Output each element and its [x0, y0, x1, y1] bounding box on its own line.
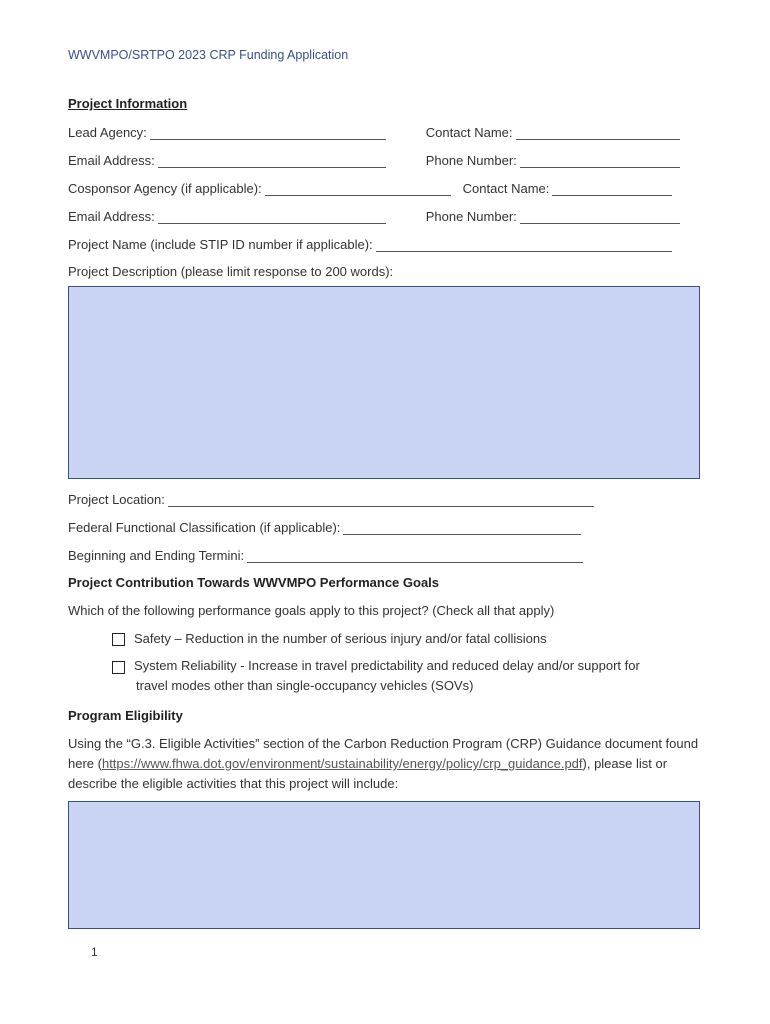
- email-label: Email Address:: [68, 153, 155, 168]
- project-description-textbox[interactable]: [68, 286, 700, 479]
- project-name-label: Project Name (include STIP ID number if applicable):: [68, 237, 373, 252]
- cosponsor-email-label: Email Address:: [68, 209, 155, 224]
- email-field[interactable]: [158, 155, 386, 168]
- cosponsor-contact-label: Contact Name:: [462, 181, 550, 196]
- project-information-heading: Project Information: [68, 96, 188, 111]
- safety-option: [112, 631, 547, 646]
- reliability-option-text: [134, 656, 640, 696]
- project-location-field[interactable]: [168, 494, 594, 507]
- project-name-row: [68, 234, 708, 252]
- phone-label: Phone Number:: [425, 153, 517, 168]
- termini-label: Beginning and Ending Termini:: [68, 548, 245, 563]
- eligibility-instructions: [68, 734, 708, 794]
- project-name-field[interactable]: [376, 239, 672, 252]
- cosponsor-field[interactable]: [265, 183, 451, 196]
- reliability-option-label-line2: travel modes other than single-occupancy vehicles (SOVs): [136, 678, 474, 693]
- termini-field[interactable]: [247, 550, 583, 563]
- reliability-checkbox[interactable]: [112, 661, 125, 674]
- document-header: WWVMPO/SRTPO 2023 CRP Funding Application: [68, 48, 349, 62]
- cosponsor-phone-field[interactable]: [520, 211, 680, 224]
- cosponsor-phone-label: Phone Number:: [425, 209, 517, 224]
- performance-goals-question: Which of the following performance goals apply to this project? (Check all that apply): [68, 603, 555, 618]
- program-eligibility-heading: Program Eligibility: [68, 708, 183, 723]
- eligible-activities-textbox[interactable]: [68, 801, 700, 929]
- eligibility-text-before: Using the “G.3. Eligible Activities” section of the Carbon Reduction Program (CRP) Guidance document found here (: [68, 736, 699, 771]
- lead-agency-label: Lead Agency:: [68, 125, 147, 140]
- cosponsor-row: [68, 178, 708, 196]
- eligibility-text-after: ), please list or describe the eligible activities that this project will include:: [68, 756, 668, 791]
- termini-row: [68, 545, 708, 563]
- lead-agency-row: [68, 122, 708, 140]
- reliability-option-label: System Reliability - Increase in travel predictability and reduced delay and/or support for: [134, 658, 640, 673]
- project-location-row: [68, 489, 708, 507]
- federal-classification-row: [68, 517, 708, 535]
- cosponsor-email-row: [68, 206, 708, 224]
- cosponsor-label: Cosponsor Agency (if applicable):: [68, 181, 262, 196]
- crp-guidance-link[interactable]: https://www.fhwa.dot.gov/environment/sustainability/energy/policy/crp_guidance.pdf: [101, 756, 583, 771]
- contact-name-label: Contact Name:: [425, 125, 513, 140]
- cosponsor-email-field[interactable]: [158, 211, 386, 224]
- federal-classification-label: Federal Functional Classification (if applicable):: [68, 520, 341, 535]
- safety-checkbox[interactable]: [112, 633, 125, 646]
- project-description-label: Project Description (please limit response to 200 words):: [68, 264, 394, 279]
- project-location-label: Project Location:: [68, 492, 165, 507]
- federal-classification-field[interactable]: [343, 522, 581, 535]
- reliability-option: [112, 659, 640, 696]
- cosponsor-contact-field[interactable]: [552, 183, 672, 196]
- email-row: [68, 150, 708, 168]
- safety-option-label: Safety – Reduction in the number of serious injury and/or fatal collisions: [134, 631, 547, 646]
- contact-name-field[interactable]: [516, 127, 680, 140]
- page-number: 1: [91, 945, 98, 959]
- lead-agency-field[interactable]: [150, 127, 386, 140]
- performance-goals-heading: Project Contribution Towards WWVMPO Performance Goals: [68, 575, 440, 590]
- phone-field[interactable]: [520, 155, 680, 168]
